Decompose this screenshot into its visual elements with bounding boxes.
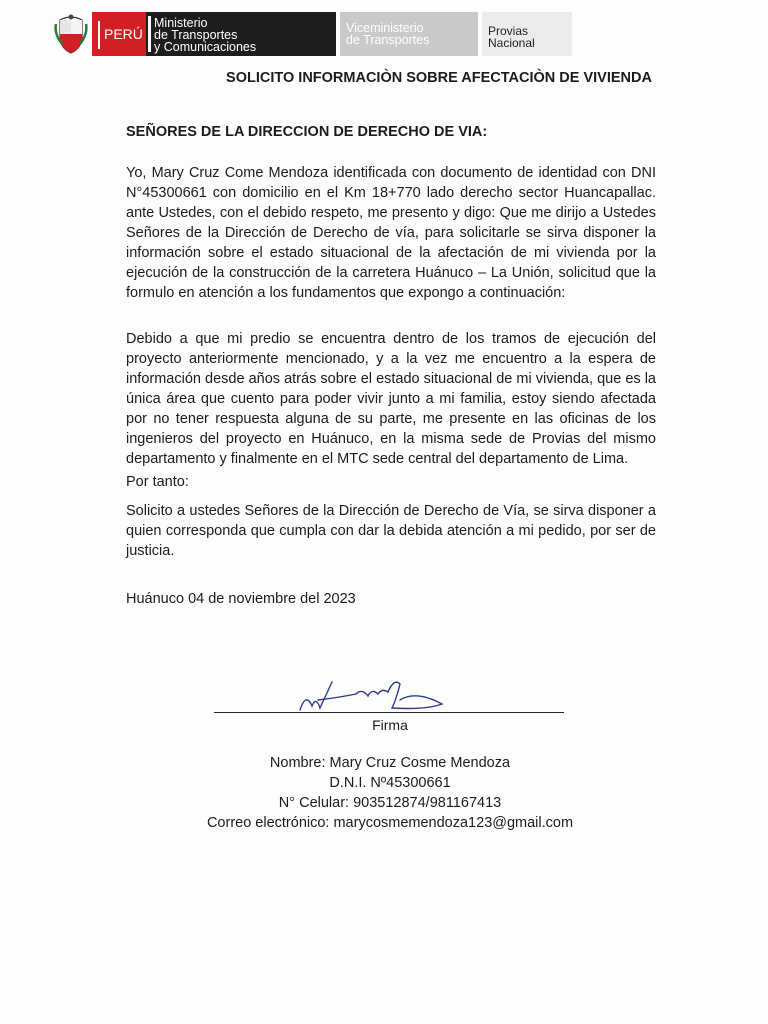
paragraph-grounds: Debido a que mi predio se encuentra dentro de los tramos de ejecución del proyecto anteriormente mencionado, y a la vez me encuentro a la espera de información desde años atrás sobre el estado situacional de mi vivienda, que es la única área que cuento para poder vivir junto a mi familia, estoy siendo afectada por no tener respuesta alguna de su parte, me presente en las oficinas de los ingenieros del proyecto en Huánuco, en la misma sede de Provias del mismo departamento y finalmente en el MTC sede central del departamento de Lima. [126,331,656,467]
vice-line: Viceministerio [346,21,424,35]
provias-block [482,12,572,56]
paragraph-request: Solicito a ustedes Señores de la Dirección de Derecho de Vía, se sirva disponer a quien corresponda que cumpla con dar la debida atención a mi pedido, por ser de justicia. [126,503,656,559]
provias-line: Provias [488,24,529,38]
signer-email: Correo electrónico: marycosmemendoza123@gmail.com [206,815,574,831]
letter-date: Huánuco 04 de noviembre del 2023 [126,591,356,607]
paragraph-intro: Yo, Mary Cruz Come Mendoza identificada con documento de identidad con DNI N°45300661 con domicilio en el Km 18+770 lado derecho sector Huancapallac. ante Ustedes, con el debido respeto, me presento y digo: Que me dirijo a Ustedes Señores de la Dirección de Derecho de vía, para solicitarle se sirva disponer la información sobre el estado situacional de la afectación de mi vivienda por la ejecución de la construcción de la carretera Huánuco – La Unión, solicitud que la formulo en atención a los fundamentos que expongo a continuación: [126,165,656,301]
vice-line: de Transportes [346,33,430,47]
signer-dni: D.N.I. Nº45300661 [329,775,451,791]
ministry-block [146,12,336,56]
paragraph-por-tanto: Por tanto: [126,474,189,490]
letterhead [54,10,574,56]
ministry-line: y Comunicaciones [154,40,257,54]
handwritten-signature [296,670,446,716]
letter-title: SOLICITO INFORMACIÒN SOBRE AFECTACIÒN DE VIVIENDA [226,70,652,86]
signature-label: Firma [372,717,408,733]
ministry-line: Ministerio [154,16,208,30]
signature-line [214,712,564,713]
national-shield-icon [54,14,88,54]
signer-phone: N° Celular: 903512874/981167413 [278,795,502,811]
signer-name: Nombre: Mary Cruz Cosme Mendoza [269,755,511,771]
signer-info [0,753,768,833]
ministry-line: de Transportes [154,28,238,42]
viceministry-block [340,12,478,56]
peru-brand: PERÚ [92,12,146,56]
salutation: SEÑORES DE LA DIRECCION DE DERECHO DE VIA: [126,124,488,140]
provias-line: Nacional [488,36,535,50]
